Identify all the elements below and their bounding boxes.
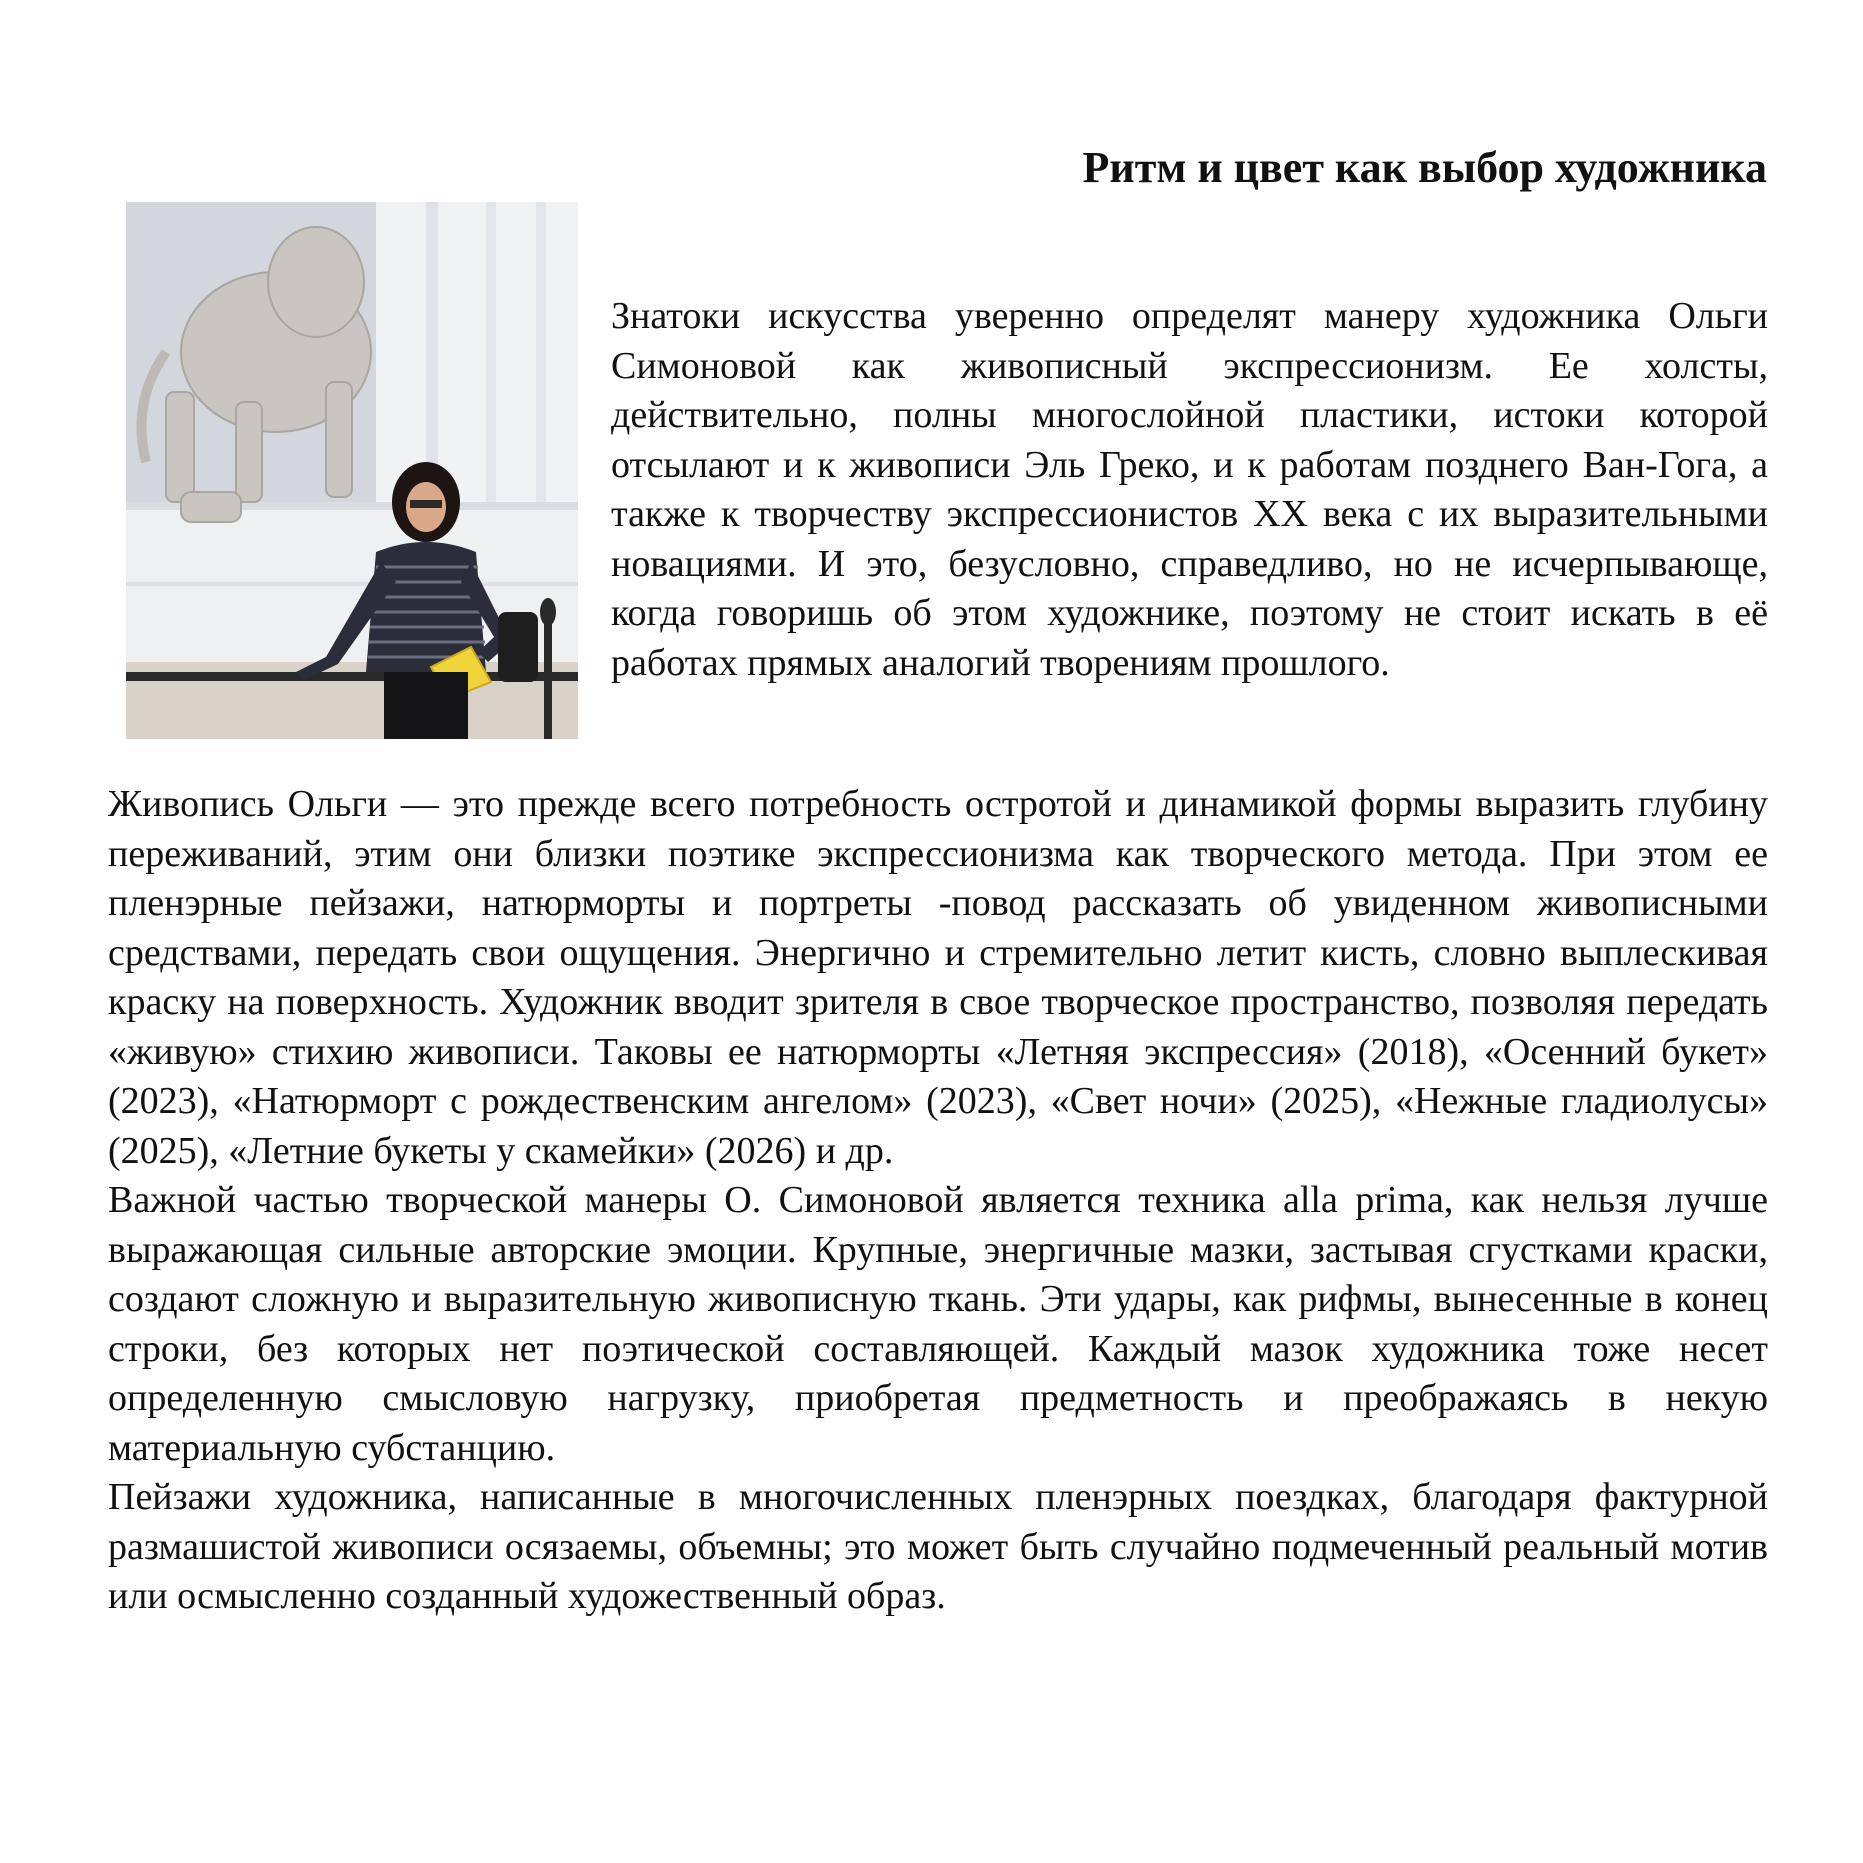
page-title: Ритм и цвет как выбор художника bbox=[1082, 143, 1767, 192]
intro-paragraph: Знатоки искусства уверенно определят манеру художника Ольги Симоновой как живописный экспрессионизм. Ее холсты, действительно, полны многослойной пластики, истоки которой отсылают и к живописи Эль Греко, и к работам позднего Ван-Гога, а также к творчеству экспрессионистов XX века с их выразительными новациями. И это, безусловно, справедливо, но не исчерпывающе, когда говоришь об этом художнике, поэтому не стоит искать в её работах прямых аналогий творениям прошлого. bbox=[611, 295, 1768, 684]
body-paragraph: Живопись Ольги — это прежде всего потребность остротой и динамикой формы выразить глубину переживаний, этим они близки поэтике экспрессионизма как творческого метода. При этом ее пленэрные пейзажи, натюрморты и портреты -повод рассказать об увиденном живописными средствами, передать свои ощущения. Энергично и стремительно летит кисть, словно выплескивая краску на поверхность. Художник вводит зрителя в свое творческое пространство, позволяя передать «живую» стихию живописи. Таковы ее натюрморты «Летняя экспрессия» (2018), «Осенний букет» (2023), «Натюрморт с рождественским ангелом» (2023), «Свет ночи» (2025), «Нежные гладиолусы» (2025), «Летние букеты у скамейки» (2026) и др. bbox=[108, 783, 1768, 1172]
body-paragraph: Пейзажи художника, написанные в многочисленных пленэрных поездках, благодаря фактурной размашистой живописи осязаемы, объемны; это может быть случайно подмеченный реальный мотив или осмысленно созданный художественный образ. bbox=[108, 1476, 1768, 1617]
artist-photo bbox=[126, 202, 578, 739]
photo-artist-with-lion-statue-icon bbox=[126, 202, 578, 739]
article-body bbox=[108, 780, 1768, 1622]
body-paragraph: Важной частью творческой манеры О. Симоновой является техника alla prima, как нельзя лучше выражающая сильные авторские эмоции. Крупные, энергичные мазки, застывая сгустками краски, создают сложную и выразительную живописную ткань. Эти удары, как рифмы, вынесенные в конец строки, без которых нет поэтической составляющей. Каждый мазок художника тоже несет определенную смысловую нагрузку, приобретая предметность и преображаясь в некую материальную субстанцию. bbox=[108, 1179, 1768, 1469]
